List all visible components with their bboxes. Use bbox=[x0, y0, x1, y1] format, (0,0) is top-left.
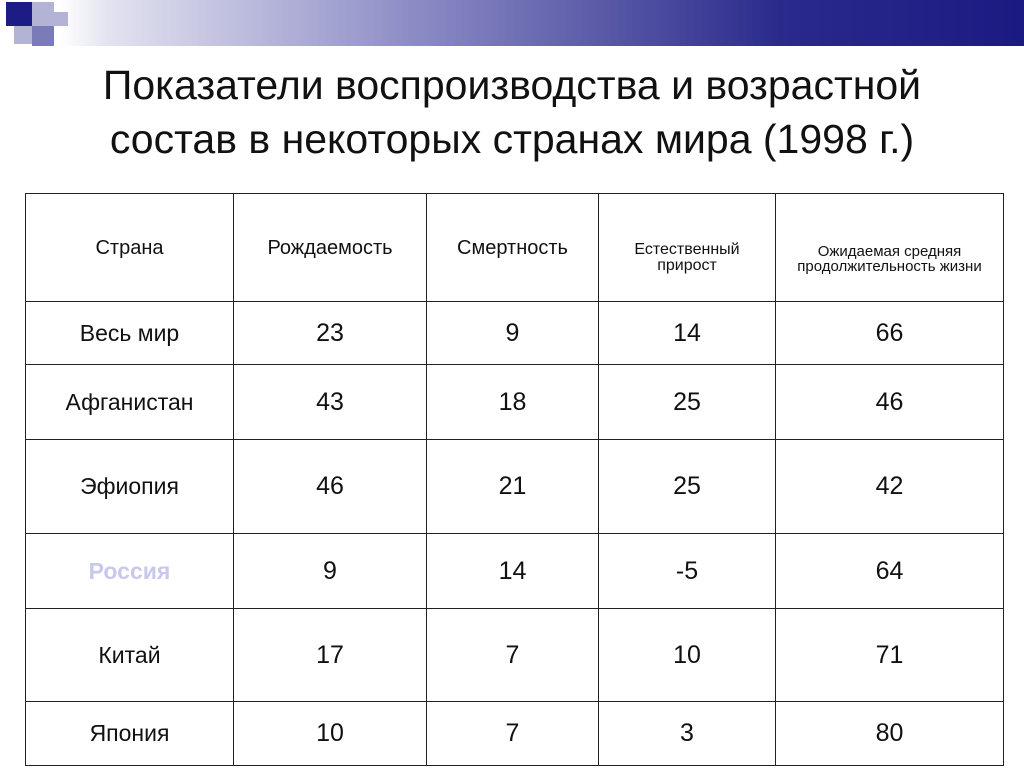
death-rate-cell: 9 bbox=[427, 302, 599, 365]
table-row bbox=[26, 302, 1004, 365]
death-rate-cell: 18 bbox=[427, 365, 599, 440]
header-birth-rate: Рождаемость bbox=[234, 194, 427, 302]
life-expectancy-cell: 66 bbox=[776, 302, 1004, 365]
death-rate-cell: 7 bbox=[427, 609, 599, 702]
natural-growth-cell: 25 bbox=[599, 365, 776, 440]
natural-growth-cell: -5 bbox=[599, 534, 776, 609]
birth-rate-cell: 23 bbox=[234, 302, 427, 365]
decor-square bbox=[6, 2, 32, 26]
country-cell: Россия bbox=[26, 534, 234, 609]
slide-title-line-1: Показатели воспроизводства и возрастной bbox=[102, 62, 922, 108]
table-header-row bbox=[26, 194, 1004, 302]
country-cell: Эфиопия bbox=[26, 440, 234, 534]
table-row bbox=[26, 365, 1004, 440]
country-cell: Афганистан bbox=[26, 365, 234, 440]
table-row bbox=[26, 440, 1004, 534]
decor-square bbox=[32, 2, 54, 26]
header-country: Страна bbox=[26, 194, 234, 302]
decor-square bbox=[14, 26, 32, 44]
slide-title bbox=[0, 58, 1024, 166]
decor-square bbox=[32, 26, 54, 46]
country-cell: Китай bbox=[26, 609, 234, 702]
birth-rate-cell: 17 bbox=[234, 609, 427, 702]
life-expectancy-cell: 64 bbox=[776, 534, 1004, 609]
header-life-expectancy: Ожидаемая средняя продолжительность жизни bbox=[776, 194, 1004, 302]
decor-square bbox=[54, 12, 68, 26]
natural-growth-cell: 10 bbox=[599, 609, 776, 702]
natural-growth-cell: 25 bbox=[599, 440, 776, 534]
life-expectancy-cell: 71 bbox=[776, 609, 1004, 702]
birth-rate-cell: 9 bbox=[234, 534, 427, 609]
death-rate-cell: 14 bbox=[427, 534, 599, 609]
natural-growth-cell: 14 bbox=[599, 302, 776, 365]
death-rate-cell: 7 bbox=[427, 702, 599, 766]
birth-rate-cell: 46 bbox=[234, 440, 427, 534]
table-row bbox=[26, 702, 1004, 766]
birth-rate-cell: 10 bbox=[234, 702, 427, 766]
death-rate-cell: 21 bbox=[427, 440, 599, 534]
table-row bbox=[26, 534, 1004, 609]
country-cell: Япония bbox=[26, 702, 234, 766]
table-row bbox=[26, 609, 1004, 702]
header-death-rate: Смертность bbox=[427, 194, 599, 302]
header-gradient-bar bbox=[0, 0, 1024, 46]
natural-growth-cell: 3 bbox=[599, 702, 776, 766]
slide-title-line-2: состав в некоторых странах мира (1998 г.) bbox=[109, 116, 915, 162]
life-expectancy-cell: 46 bbox=[776, 365, 1004, 440]
birth-rate-cell: 43 bbox=[234, 365, 427, 440]
life-expectancy-cell: 42 bbox=[776, 440, 1004, 534]
demographics-table bbox=[25, 193, 1004, 766]
life-expectancy-cell: 80 bbox=[776, 702, 1004, 766]
country-cell: Весь мир bbox=[26, 302, 234, 365]
header-natural-growth: Естественный прирост bbox=[599, 194, 776, 302]
